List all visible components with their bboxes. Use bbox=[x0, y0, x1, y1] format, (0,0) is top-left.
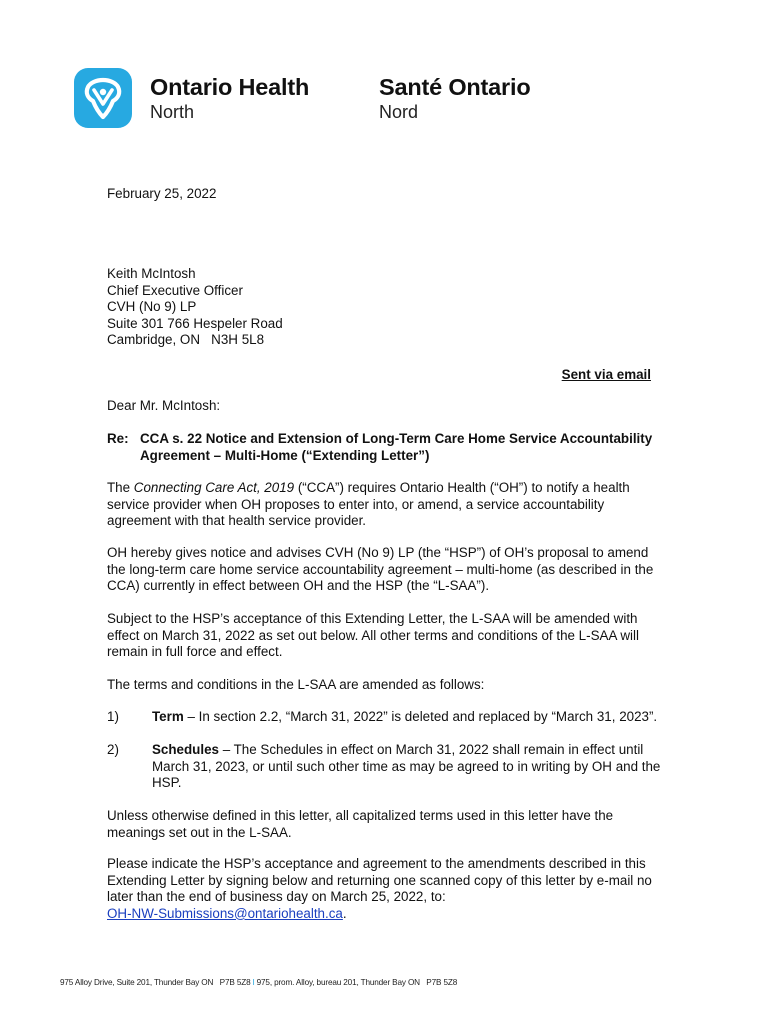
paragraph-line: later than the end of business day on March 25, 2022, to: bbox=[107, 889, 446, 905]
list-item-term: Schedules bbox=[152, 742, 219, 757]
sent-via-email: Sent via email bbox=[561, 367, 651, 382]
brand-name-en: Ontario Health bbox=[150, 74, 310, 100]
paragraph-line: meanings set out in the L-SAA. bbox=[107, 824, 292, 840]
paragraph-definitions bbox=[107, 808, 687, 841]
paragraph-line: March 31, 2023, or until such other time as may be agreed to in writing by OH and the bbox=[152, 758, 661, 774]
brand-english bbox=[150, 73, 309, 123]
paragraph-line: the long-term care home service accountability agreement – multi-home (as described in the bbox=[107, 561, 654, 577]
paragraph-line: Unless otherwise defined in this letter, all capitalized terms used in this letter have the bbox=[107, 808, 614, 823]
paragraph-line: CCA) currently in effect between OH and the HSP (the “L-SAA”). bbox=[107, 578, 490, 594]
list-item-number: 1) bbox=[107, 709, 119, 724]
recipient-street: Suite 301 766 Hespeler Road bbox=[107, 315, 283, 331]
paragraph-line: effect on March 31, 2022 as set out below. All other terms and conditions of the L-SAA will bbox=[107, 627, 639, 643]
footer-address bbox=[60, 975, 457, 992]
subject-label: Re: bbox=[107, 431, 129, 446]
footer-address-fr: 975, prom. Alloy, bureau 201, Thunder Bay ON P7B 5Z8 bbox=[256, 978, 458, 987]
paragraph-acceptance-terms bbox=[107, 611, 687, 661]
recipient-title: Chief Executive Officer bbox=[107, 282, 243, 298]
paragraph-line bbox=[107, 480, 687, 497]
paragraph-line bbox=[152, 742, 660, 759]
list-item-term: Term bbox=[152, 709, 184, 724]
paragraph-amended-intro: The terms and conditions in the L-SAA are amended as follows: bbox=[107, 677, 485, 692]
salutation: Dear Mr. McIntosh: bbox=[107, 398, 221, 413]
paragraph-line bbox=[152, 709, 657, 726]
paragraph-line: OH hereby gives notice and advises CVH (No 9) LP (the “HSP”) of OH’s proposal to amend bbox=[107, 545, 649, 560]
trillium-icon bbox=[74, 68, 132, 128]
brand-region-fr: Nord bbox=[379, 102, 419, 122]
recipient-address bbox=[107, 266, 682, 349]
paragraph-line: agreement with that health service provider. bbox=[107, 513, 367, 529]
footer-separator: I bbox=[252, 978, 255, 987]
act-name: Connecting Care Act, 2019 bbox=[133, 480, 295, 495]
subject-line-2: Agreement – Multi-Home (“Extending Letter”) bbox=[140, 447, 430, 463]
subject-line-1: CCA s. 22 Notice and Extension of Long-Term Care Home Service Accountability bbox=[140, 431, 653, 446]
recipient-org: CVH (No 9) LP bbox=[107, 299, 197, 315]
recipient-name: Keith McIntosh bbox=[107, 266, 196, 281]
text-run: The bbox=[107, 480, 134, 495]
ontario-health-logo bbox=[74, 68, 132, 128]
paragraph-line: Please indicate the HSP’s acceptance and agreement to the amendments described in this bbox=[107, 856, 646, 871]
recipient-city: Cambridge, ON N3H 5L8 bbox=[107, 332, 265, 348]
brand-french bbox=[379, 73, 530, 123]
list-item-body bbox=[152, 709, 657, 726]
paragraph-line bbox=[107, 906, 687, 923]
text-run: . bbox=[342, 905, 347, 921]
paragraph-line: HSP. bbox=[152, 775, 182, 791]
footer-address-en: 975 Alloy Drive, Suite 201, Thunder Bay ON P7B 5Z8 bbox=[60, 978, 251, 987]
paragraph-cca-notice bbox=[107, 480, 687, 530]
paragraph-notice bbox=[107, 545, 687, 595]
brand-region-en: North bbox=[150, 102, 195, 122]
letter-date: February 25, 2022 bbox=[107, 186, 217, 201]
text-run: – In section 2.2, “March 31, 2022” is deleted and replaced by “March 31, 2023”. bbox=[183, 709, 658, 724]
list-item-body bbox=[152, 742, 660, 792]
paragraph-line: Subject to the HSP’s acceptance of this Extending Letter, the L-SAA will be amended with bbox=[107, 611, 638, 626]
paragraph-line: service provider when OH proposes to enter into, or amend, a service accountability bbox=[107, 496, 605, 512]
text-run: (“CCA”) requires Ontario Health (“OH”) to notify a health bbox=[294, 480, 630, 495]
paragraph-line: remain in full force and effect. bbox=[107, 644, 283, 660]
submission-email-link[interactable]: OH-NW-Submissions@ontariohealth.ca bbox=[107, 905, 343, 921]
brand-name-fr: Santé Ontario bbox=[379, 74, 531, 100]
list-item-number: 2) bbox=[107, 742, 119, 757]
paragraph-instructions bbox=[107, 856, 687, 922]
paragraph-line: Extending Letter by signing below and returning one scanned copy of this letter by e-mail no bbox=[107, 872, 652, 888]
subject-text bbox=[140, 431, 652, 464]
text-run: – The Schedules in effect on March 31, 2022 shall remain in effect until bbox=[218, 742, 644, 757]
